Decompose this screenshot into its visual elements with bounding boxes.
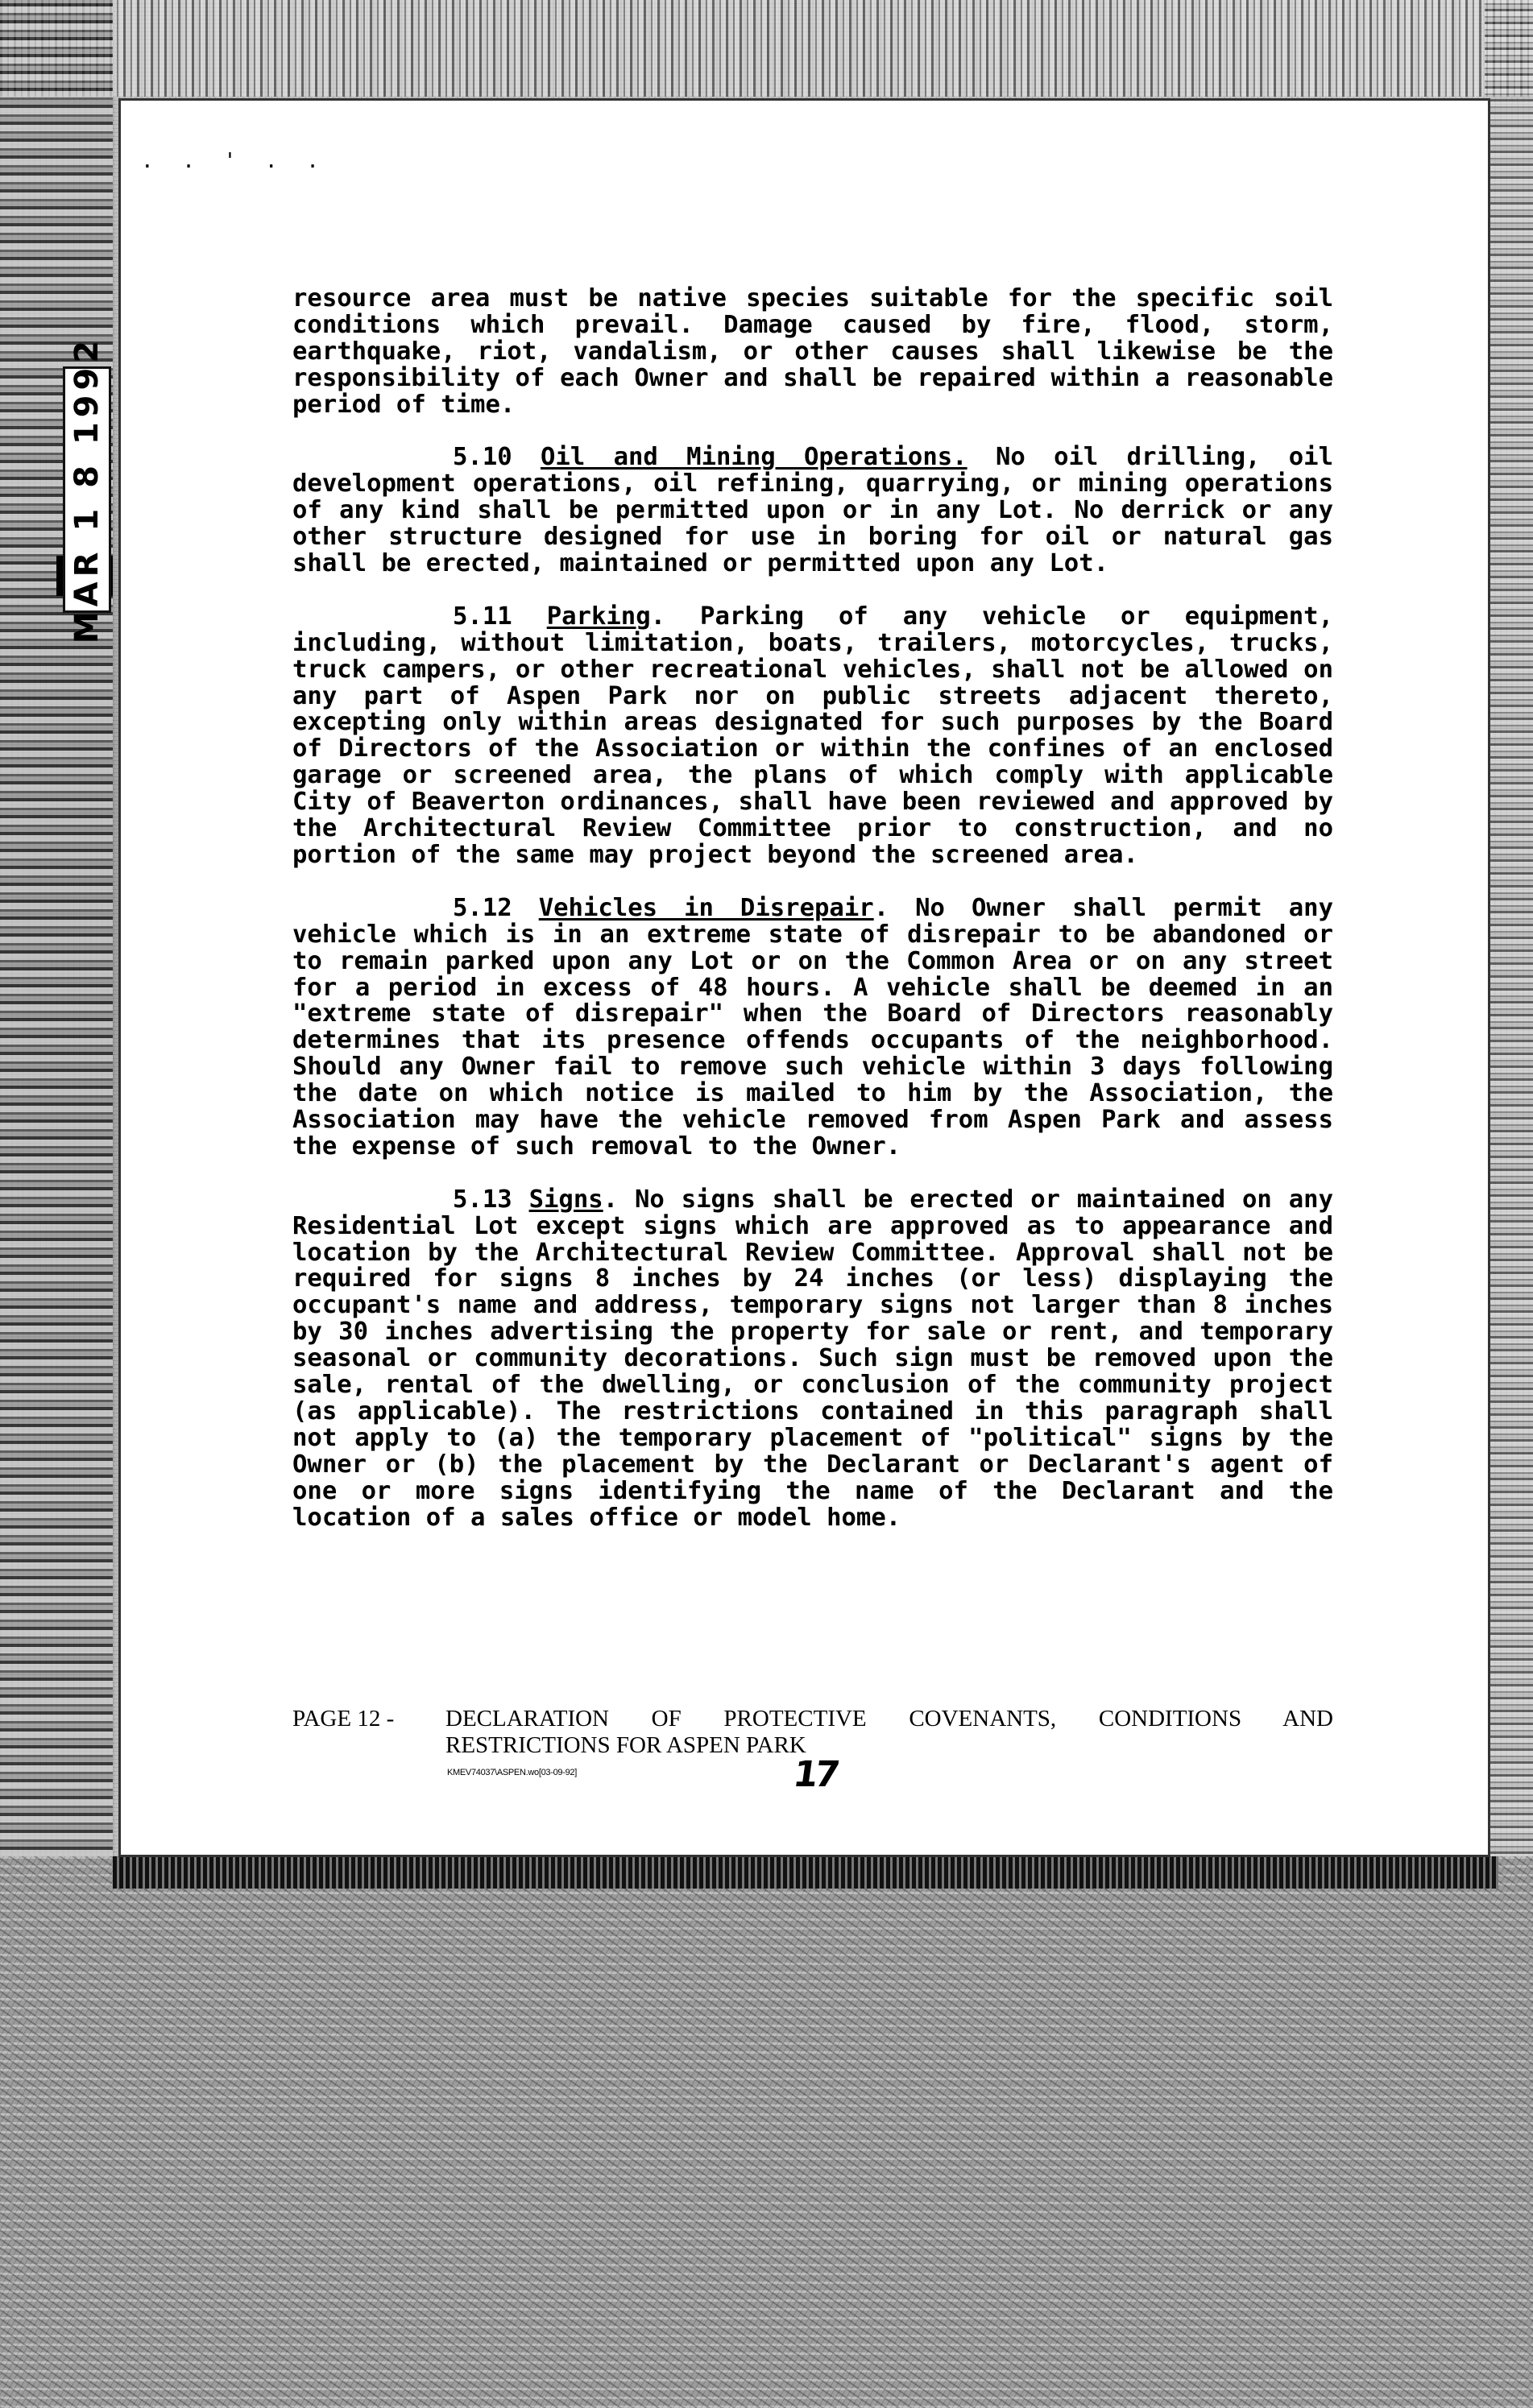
section-heading: Oil and Mining Operations. — [541, 443, 967, 472]
footer-title-line-1: DECLARATION OF PROTECTIVE COVENANTS, CONDITIONS AND — [445, 1706, 1333, 1732]
paragraph-continuation — [292, 286, 1333, 419]
section-heading: Parking — [546, 602, 651, 631]
section-5-11 — [292, 604, 1333, 869]
scan-noise-top — [0, 0, 1533, 97]
scan-dark-band — [113, 1856, 1498, 1889]
date-stamp — [63, 335, 111, 644]
margin-marks: . . ' . . — [141, 149, 327, 173]
footer-file-path: KMEV74037\ASPEN.wo[03-09-92] — [447, 1768, 577, 1777]
footer-page-number: PAGE 12 - — [292, 1706, 395, 1732]
footer-title-line-2: RESTRICTIONS FOR ASPEN PARK — [445, 1732, 806, 1758]
section-number: 5.13 — [453, 1185, 512, 1214]
section-5-13 — [292, 1187, 1333, 1532]
section-heading: Signs — [528, 1185, 603, 1214]
handwritten-page-number: 17 — [790, 1754, 839, 1795]
section-number: 5.11 — [453, 602, 512, 631]
section-5-10 — [292, 445, 1333, 577]
section-number: 5.10 — [453, 443, 512, 472]
section-text: . No Owner shall permit any vehicle which is in an extreme state of disrepair to be abandoned or to remain parked upon any Lot or on the Common Area or on any street for a period in excess of 48 hours. A vehicle shall be deemed in an "extreme state of disrepair" when the Board of Directors reasonably determines that its presence offends occupants of the neighborhood. Should any Owner fail to remove such vehicle within 3 days following the date on which notice is mailed to him by the Association, the Association may have the vehicle removed from Aspen Park and assess the expense of such removal to the Owner. — [292, 893, 1333, 1161]
scan-noise-bottom — [0, 1856, 1533, 2408]
date-stamp-text: MAR 1 8 1992 — [68, 335, 106, 644]
section-number: 5.12 — [453, 893, 512, 922]
section-text: . No signs shall be erected or maintained on any Residential Lot except signs which are approved as to appearance and location by the Architectural Review Committee. Approval shall not be required for signs 8 inches by 24 inches (or less) displaying the occupant's name and address, temporary signs not larger than 8 inches by 30 inches advertising the property for sale or rent, and temporary seasonal or community decorations. Such sign must be removed upon the sale, rental of the dwelling, or conclusion of the community project (as applicable). The restrictions contained in this paragraph shall not apply to (a) the temporary placement of "political" signs by the Owner or (b) the placement by the Declarant or Declarant's agent of one or more signs identifying the name of the Declarant and the location of a sales office or model home. — [292, 1185, 1333, 1532]
section-heading: Vehicles in Disrepair — [538, 893, 874, 922]
footer-line-1 — [292, 1706, 1333, 1732]
section-5-12 — [292, 893, 1333, 1161]
paragraph-text: resource area must be native species suitable for the specific soil conditions which prevail. Damage caused by fire, flood, storm, earthquake, riot, vandalism, or other causes shall likewise be the responsibility of each Owner and shall be repaired within a reasonable period of time. — [292, 284, 1333, 419]
section-text: No oil drilling, oil development operations, oil refining, quarrying, or mining operations of any kind shall be permitted upon or in any Lot. No derrick or any other structure designed for use in boring for oil or natural gas shall be erected, maintained or permitted upon any Lot. — [292, 443, 1334, 578]
section-text: . Parking of any vehicle or equipment, including, without limitation, boats, trailers, motorcycles, trucks, truck campers, or other recreational vehicles, shall not be allowed on any part of Aspen Park nor on public streets adjacent thereto, excepting only within areas designated for such purposes by the Board of Directors of the Association or within the confines of an enclosed garage or screened area, the plans of which comply with applicable City of Beaverton ordinances, shall have been reviewed and approved by the Architectural Review Committee prior to construction, and no portion of the same may project beyond the screened area. — [292, 602, 1334, 869]
document-body — [292, 286, 1333, 1558]
page-footer — [292, 1706, 1333, 1759]
